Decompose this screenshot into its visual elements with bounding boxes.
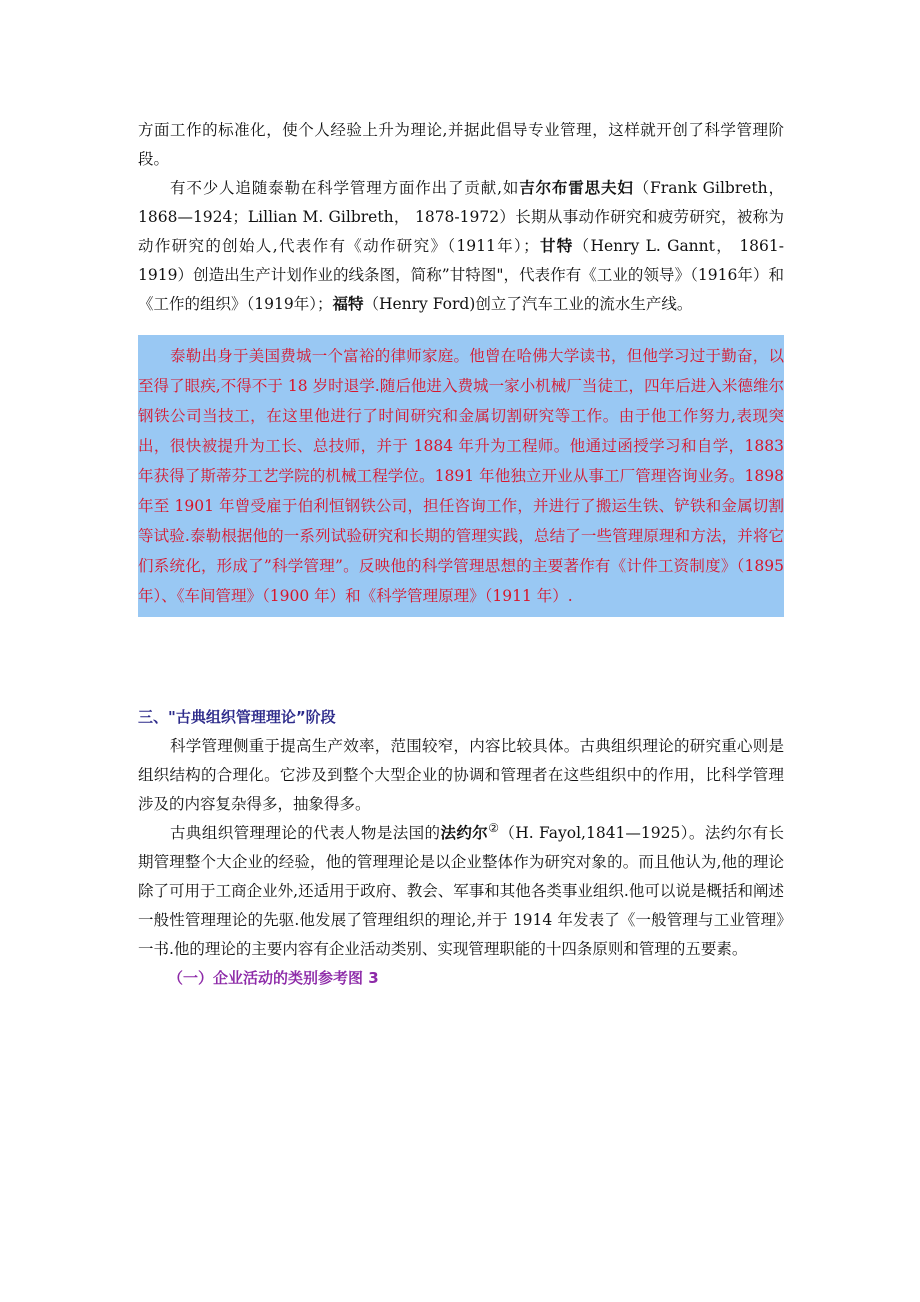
footnote-marker: ② xyxy=(488,820,500,835)
text-run: （Henry Ford)创立了汽车工业的流水生产线。 xyxy=(363,295,693,313)
highlighted-taylor-biography xyxy=(138,335,784,617)
subsection-heading: （一）企业活动的类别参考图 3 xyxy=(168,969,379,987)
document-page xyxy=(138,116,784,993)
text-run: 有不少人追随泰勒在科学管理方面作出了贡献,如 xyxy=(170,179,520,197)
keyword-gilbreth: 吉尔布雷思夫妇 xyxy=(519,179,634,197)
text-run: （Frank Gilbreth， 1868—1924；Lillian M. Gilbreth， 1878-1972）长期从事动作研究和疲劳研究，被称为动作研究的创始人,代表作有《动作研究》（1911年）； xyxy=(138,179,784,255)
text-run: （H. Fayol,1841—1925）。法约尔有长期管理整个大企业的经验，他的管理理论是以企业整体作为研究对象的。而且他认为,他的理论除了可用于工商企业外,还适用于政府、教会、军事和其他各类事业组织.他可以说是概括和阐述一般性管理理论的先驱.他发展了管理组织的理论,并于 1914 年发表了《一般管理与工业管理》一书.他的理论的主要内容有企业活动类别、实现管理职能的十四条原则和管理的五要素。 xyxy=(138,824,784,958)
keyword-gantt: 甘特 xyxy=(538,237,574,255)
paragraph-fayol xyxy=(138,819,784,964)
keyword-fayol: 法约尔 xyxy=(440,824,489,842)
keyword-ford: 福特 xyxy=(332,295,364,313)
text-run: （Henry L. Gannt， 1861-1919）创造出生产计划作业的线条图，简称”甘特图"，代表作有《工业的领导》（1916年）和《工作的组织》（1919年）； xyxy=(138,237,784,313)
paragraph-standardization: 方面工作的标准化，使个人经验上升为理论,并据此倡导专业管理，这样就开创了科学管理阶段。 xyxy=(138,121,784,168)
watermark: www.zixin.com.cn xyxy=(250,612,622,656)
text-run: 古典组织管理理论的代表人物是法国的 xyxy=(170,824,441,842)
taylor-biography-text: 泰勒出身于美国费城一个富裕的律师家庭。他曾在哈佛大学读书，但他学习过于勤奋，以至得了眼疾,不得不于 18 岁时退学.随后他进入费城一家小机械厂当徒工，四年后进入米德维尔钢铁公司当技工，在这里他进行了时间研究和金属切割研究等工作。由于他工作努力,表现突出，很快被提升为工长、总技师，并于 1884 年升为工程师。他通过函授学习和自学，1883 年获得了斯蒂芬工艺学院的机械工程学位。1891 年他独立开业从事工厂管理咨询业务。1898 年至 1901 年曾受雇于伯利恒钢铁公司，担任咨询工作，并进行了搬运生铁、铲铁和金属切割等试验.泰勒根据他的一系列试验研究和长期的管理实践，总结了一些管理原理和方法，并将它们系统化，形成了”科学管理”。反映他的科学管理思想的主要著作有《计件工资制度》（1895 年）、《车间管理》（1900 年）和《科学管理原理》（1911 年）. xyxy=(138,347,784,605)
section-heading: 三、"古典组织管理理论”阶段 xyxy=(138,708,336,726)
paragraph-classical-org: 科学管理侧重于提高生产效率，范围较窄，内容比较具体。古典组织理论的研究重心则是组织结构的合理化。它涉及到整个大型企业的协调和管理者在这些组织中的作用，比科学管理涉及的内容复杂得多，抽象得多。 xyxy=(138,737,784,813)
paragraph-followers xyxy=(138,174,784,319)
